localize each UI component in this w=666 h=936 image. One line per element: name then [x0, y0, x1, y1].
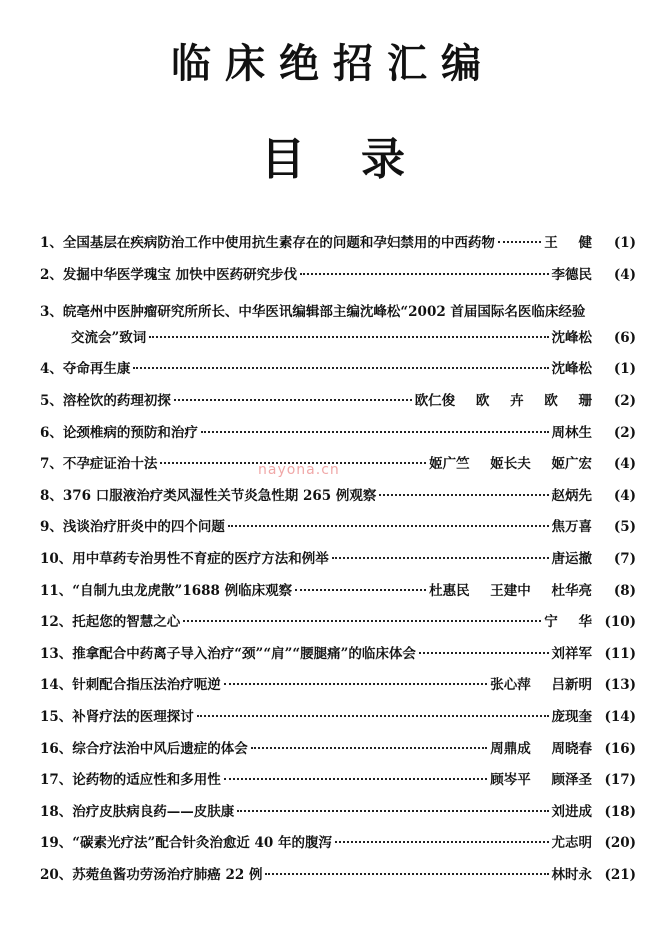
- toc-entry-page: (11): [604, 645, 636, 662]
- toc-entry-author: 庞现奎: [551, 708, 592, 725]
- toc-entry-page: (17): [604, 772, 636, 789]
- toc-leader: [174, 399, 412, 401]
- toc-entry-author: 周鼎成 周晓春: [490, 740, 592, 757]
- toc-leader: [228, 525, 549, 527]
- toc-entry[interactable]: [40, 642, 636, 674]
- toc-entry-author: 欧仁俊 欧 卉 欧 珊: [414, 392, 592, 409]
- toc-entry-title: 3、皖亳州中医肿瘤研究所所长、中华医讯编辑部主编沈峰松“2002 首届国际名医临床经验: [40, 303, 586, 320]
- toc-entry-author: 王 健: [544, 235, 592, 251]
- watermark: nayona.cn: [258, 462, 340, 478]
- toc-entry-page: (20): [604, 835, 636, 852]
- toc-entry-page: (4): [613, 456, 636, 473]
- toc-entry[interactable]: [40, 579, 636, 611]
- toc-leader: [149, 336, 548, 338]
- toc-entry[interactable]: [40, 863, 636, 895]
- toc-entry[interactable]: [40, 673, 636, 705]
- toc-entry-title: 2、发掘中华医学瑰宝 加快中医药研究步伐: [40, 266, 298, 283]
- toc-entry[interactable]: [40, 421, 636, 453]
- toc-entry-page: (2): [613, 392, 636, 409]
- toc-entry-title: 7、不孕症证治十法: [40, 456, 158, 473]
- toc-entry-page: (16): [604, 740, 636, 757]
- toc-entry-page: (21): [604, 866, 636, 883]
- toc-entry-page: (2): [613, 424, 636, 441]
- toc-entry[interactable]: [40, 263, 636, 295]
- toc-entry-title: 10、用中草药专治男性不育症的医疗方法和例举: [40, 550, 329, 567]
- toc-leader: [237, 810, 548, 812]
- toc-entry-page: (8): [613, 582, 636, 599]
- toc-entry-page: (4): [613, 487, 636, 504]
- toc-entry[interactable]: [40, 768, 636, 800]
- toc-entry[interactable]: [40, 231, 636, 263]
- toc-entry[interactable]: [40, 294, 636, 326]
- toc-entry-title: 18、治疗皮肤病良药——皮肤康: [40, 803, 235, 820]
- toc-leader: [498, 241, 541, 243]
- toc-leader: [224, 778, 488, 780]
- toc-entry-title: 15、补肾疗法的医理探讨: [40, 708, 194, 725]
- toc-entry[interactable]: [40, 547, 636, 579]
- toc-entry-author: 周林生: [551, 424, 592, 441]
- toc-entry-author: 沈峰松: [551, 361, 592, 378]
- toc-entry-page: (7): [613, 550, 636, 567]
- toc-entry-author: 张心萍 吕新明: [490, 677, 592, 694]
- toc-entry-page: (13): [604, 677, 636, 694]
- toc-entry-page: (1): [613, 235, 636, 251]
- toc-leader: [419, 652, 549, 654]
- toc-entry-title: 17、论药物的适应性和多用性: [40, 772, 221, 789]
- toc-entry-page: (4): [613, 266, 636, 283]
- toc-entry-continuation[interactable]: [40, 326, 636, 358]
- toc-leader: [251, 747, 488, 749]
- toc-entry-author: 顾岑平 顾泽圣: [490, 772, 592, 789]
- toc-leader: [201, 431, 549, 433]
- toc-entry-title: 12、托起您的智慧之心: [40, 614, 181, 631]
- toc-entry-author: 唐运撤: [551, 550, 592, 567]
- toc-leader: [183, 620, 541, 622]
- toc-entry[interactable]: [40, 389, 636, 421]
- toc-entry-title: 6、论颈椎病的预防和治疗: [40, 424, 198, 441]
- toc-entry-page: (18): [604, 803, 636, 820]
- toc-leader: [335, 841, 548, 843]
- toc-entry-title: 交流会”致词: [71, 329, 147, 346]
- toc-leader: [133, 367, 548, 369]
- toc-entry-author: 林时永: [551, 866, 592, 883]
- toc-entry-title: 11、“自制九虫龙虎散”1688 例临床观察: [40, 582, 293, 599]
- toc-leader: [379, 494, 548, 496]
- toc-entry-author: 姬广竺 姬长夫 姬广宏: [429, 456, 592, 473]
- toc-entry-author: 沈峰松: [551, 329, 592, 346]
- toc-entry-page: (5): [613, 519, 636, 536]
- table-of-contents: [40, 231, 636, 894]
- toc-entry-title: 1、全国基层在疾病防治工作中使用抗生素存在的问题和孕妇禁用的中西药物: [40, 235, 495, 251]
- toc-entry[interactable]: [40, 800, 636, 832]
- toc-entry[interactable]: [40, 515, 636, 547]
- toc-entry-title: 14、针刺配合指压法治疗呃逆: [40, 677, 221, 694]
- toc-entry-title: 16、综合疗法治中风后遗症的体会: [40, 740, 248, 757]
- toc-entry[interactable]: [40, 484, 636, 516]
- toc-entry-author: 刘进成: [551, 803, 592, 820]
- toc-entry-author: 宁 华: [544, 614, 592, 631]
- toc-entry-author: 杜惠民 王建中 杜华亮: [429, 582, 592, 599]
- toc-entry-page: (1): [613, 361, 636, 378]
- toc-entry-page: (14): [604, 708, 636, 725]
- toc-entry-author: 赵炳先: [551, 487, 592, 504]
- toc-entry[interactable]: [40, 705, 636, 737]
- page-title: 临床绝招汇编: [171, 41, 495, 87]
- toc-leader: [332, 557, 549, 559]
- toc-entry-title: 9、浅谈治疗肝炎中的四个问题: [40, 519, 225, 536]
- toc-entry-author: 尤志明: [551, 835, 592, 852]
- toc-entry[interactable]: [40, 357, 636, 389]
- toc-entry-title: 4、夺命再生康: [40, 361, 131, 378]
- toc-entry-page: (6): [613, 329, 636, 346]
- toc-entry-page: (10): [604, 614, 636, 631]
- toc-entry-author: 李德民: [551, 266, 592, 283]
- toc-entry-title: 5、溶栓饮的药理初探: [40, 392, 171, 409]
- toc-leader: [224, 683, 488, 685]
- toc-entry-author: 焦万喜: [551, 519, 592, 536]
- toc-entry-author: 刘祥军: [551, 645, 592, 662]
- toc-leader: [300, 273, 548, 275]
- toc-leader: [197, 715, 549, 717]
- toc-entry-title: 13、推拿配合中药离子导入治疗“颈”“肩”“腰腿痛”的临床体会: [40, 645, 416, 662]
- toc-entry-title: 20、苏菀鱼酱功劳汤治疗肺癌 22 例: [40, 866, 263, 883]
- toc-entry-title: 8、376 口服液治疗类风湿性关节炎急性期 265 例观察: [40, 487, 377, 504]
- toc-leader: [295, 589, 426, 591]
- toc-heading: 目录: [261, 134, 461, 185]
- toc-entry[interactable]: [40, 610, 636, 642]
- toc-entry[interactable]: [40, 737, 636, 769]
- toc-leader: [265, 873, 548, 875]
- toc-entry-title: 19、“碳素光疗法”配合针灸治愈近 40 年的腹泻: [40, 835, 333, 852]
- toc-entry[interactable]: [40, 831, 636, 863]
